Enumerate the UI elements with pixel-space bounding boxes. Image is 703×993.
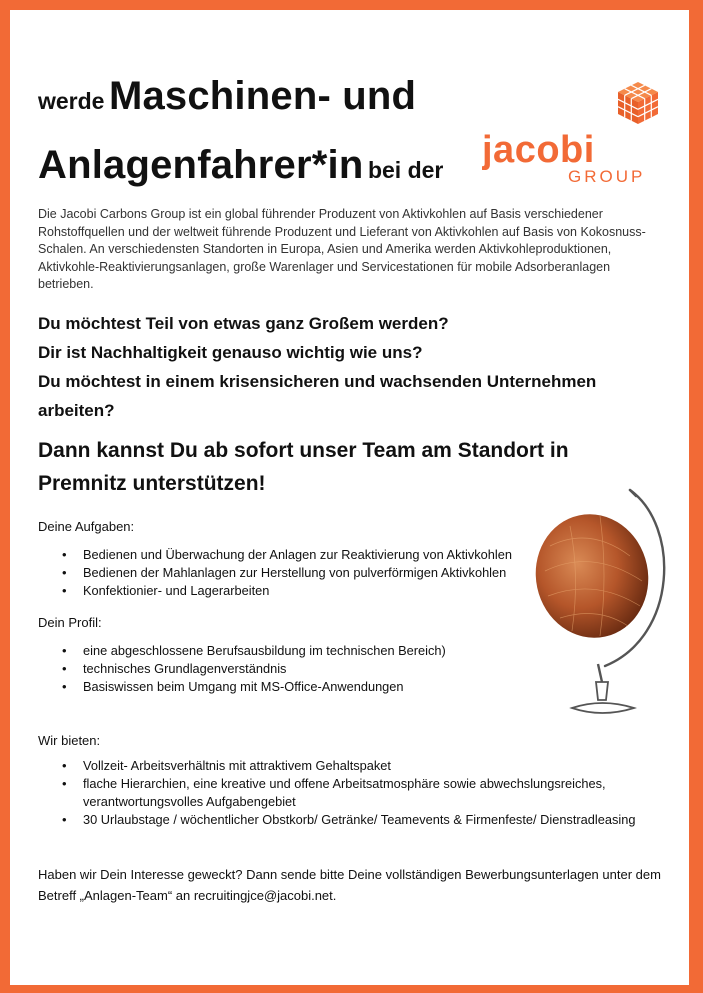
- logo-group: GROUP: [568, 167, 646, 186]
- logo-brand: jacobi: [482, 129, 595, 171]
- offer-list: [62, 757, 647, 829]
- question-line: Dir ist Nachhaltigkeit genauso wichtig wie uns?: [38, 343, 423, 362]
- closing-text: [38, 864, 661, 906]
- profile-title: Dein Profil:: [38, 615, 102, 630]
- list-item: • Vollzeit- Arbeitsverhältnis mit attraktivem Gehaltspaket: [62, 757, 647, 775]
- cta-line: Dann kannst Du ab sofort unser Team am Standort in: [38, 439, 569, 462]
- list-item: • Bedienen und Überwachung der Anlagen zur Reaktivierung von Aktivkohlen: [62, 546, 532, 564]
- offer-title: Wir bieten:: [38, 733, 101, 748]
- headline: [38, 66, 478, 204]
- list-item: • flache Hierarchien, eine kreative und offene Arbeitsatmosphäre sowie abwechslungsreiches, verantwortungsvolles Aufgabengebiet: [62, 775, 647, 811]
- tasks-list: [62, 546, 532, 600]
- tasks-title: Deine Aufgaben:: [38, 519, 135, 534]
- list-item: • 30 Urlaubstage / wöchentlicher Obstkorb/ Getränke/ Teamevents & Firmenfeste/ Dienstradleasing: [62, 811, 647, 829]
- question-line: arbeiten?: [38, 401, 115, 420]
- question-block: [38, 309, 658, 425]
- cta-line: Premnitz unterstützen!: [38, 472, 266, 495]
- cube-icon: [618, 82, 658, 124]
- closing-line: Haben wir Dein Interesse geweckt? Dann sende bitte Deine vollständigen Bewerbungsunterlagen unter dem: [38, 867, 661, 882]
- list-item: • Basiswissen beim Umgang mit MS-Office-Anwendungen: [62, 678, 522, 696]
- headline-line2: Anlagenfahrer*in: [38, 143, 364, 187]
- question-line: Du möchtest Teil von etwas ganz Großem werden?: [38, 314, 449, 333]
- list-item: • Bedienen der Mahlanlagen zur Herstellung von pulverförmigen Aktivkohlen: [62, 564, 532, 582]
- company-intro: Die Jacobi Carbons Group ist ein global führender Produzent von Aktivkohlen auf Basis verschiedener Rohstoffquellen und der weltweit führende Produzent und Lieferant von Aktivkohlen auf Basis von Kokosnuss-Schalen. An verschiedensten Standorten in Europa, Asien und Amerika werden Aktivkohleproduktionen, Aktivkohle-Reaktivierungsanlagen, große Warenlager und Servicestationen für mobile Adsorberanlagen betrieben.: [38, 207, 646, 291]
- list-item: • Konfektionier- und Lagerarbeiten: [62, 582, 532, 600]
- headline-suffix: bei der: [367, 157, 444, 183]
- profile-list: [62, 642, 522, 696]
- headline-prefix: werde: [38, 88, 105, 114]
- coconut-globe-illustration: [510, 486, 680, 726]
- list-item: • technisches Grundlagenverständnis: [62, 660, 522, 678]
- headline-line1: Maschinen- und: [108, 74, 417, 118]
- jacobi-logo: [482, 76, 662, 186]
- closing-line: Betreff „Anlagen-Team“ an recruitingjce@jacobi.net.: [38, 888, 337, 903]
- list-item: • eine abgeschlossene Berufsausbildung im technischen Bereich): [62, 642, 522, 660]
- question-line: Du möchtest in einem krisensicheren und wachsenden Unternehmen: [38, 372, 597, 391]
